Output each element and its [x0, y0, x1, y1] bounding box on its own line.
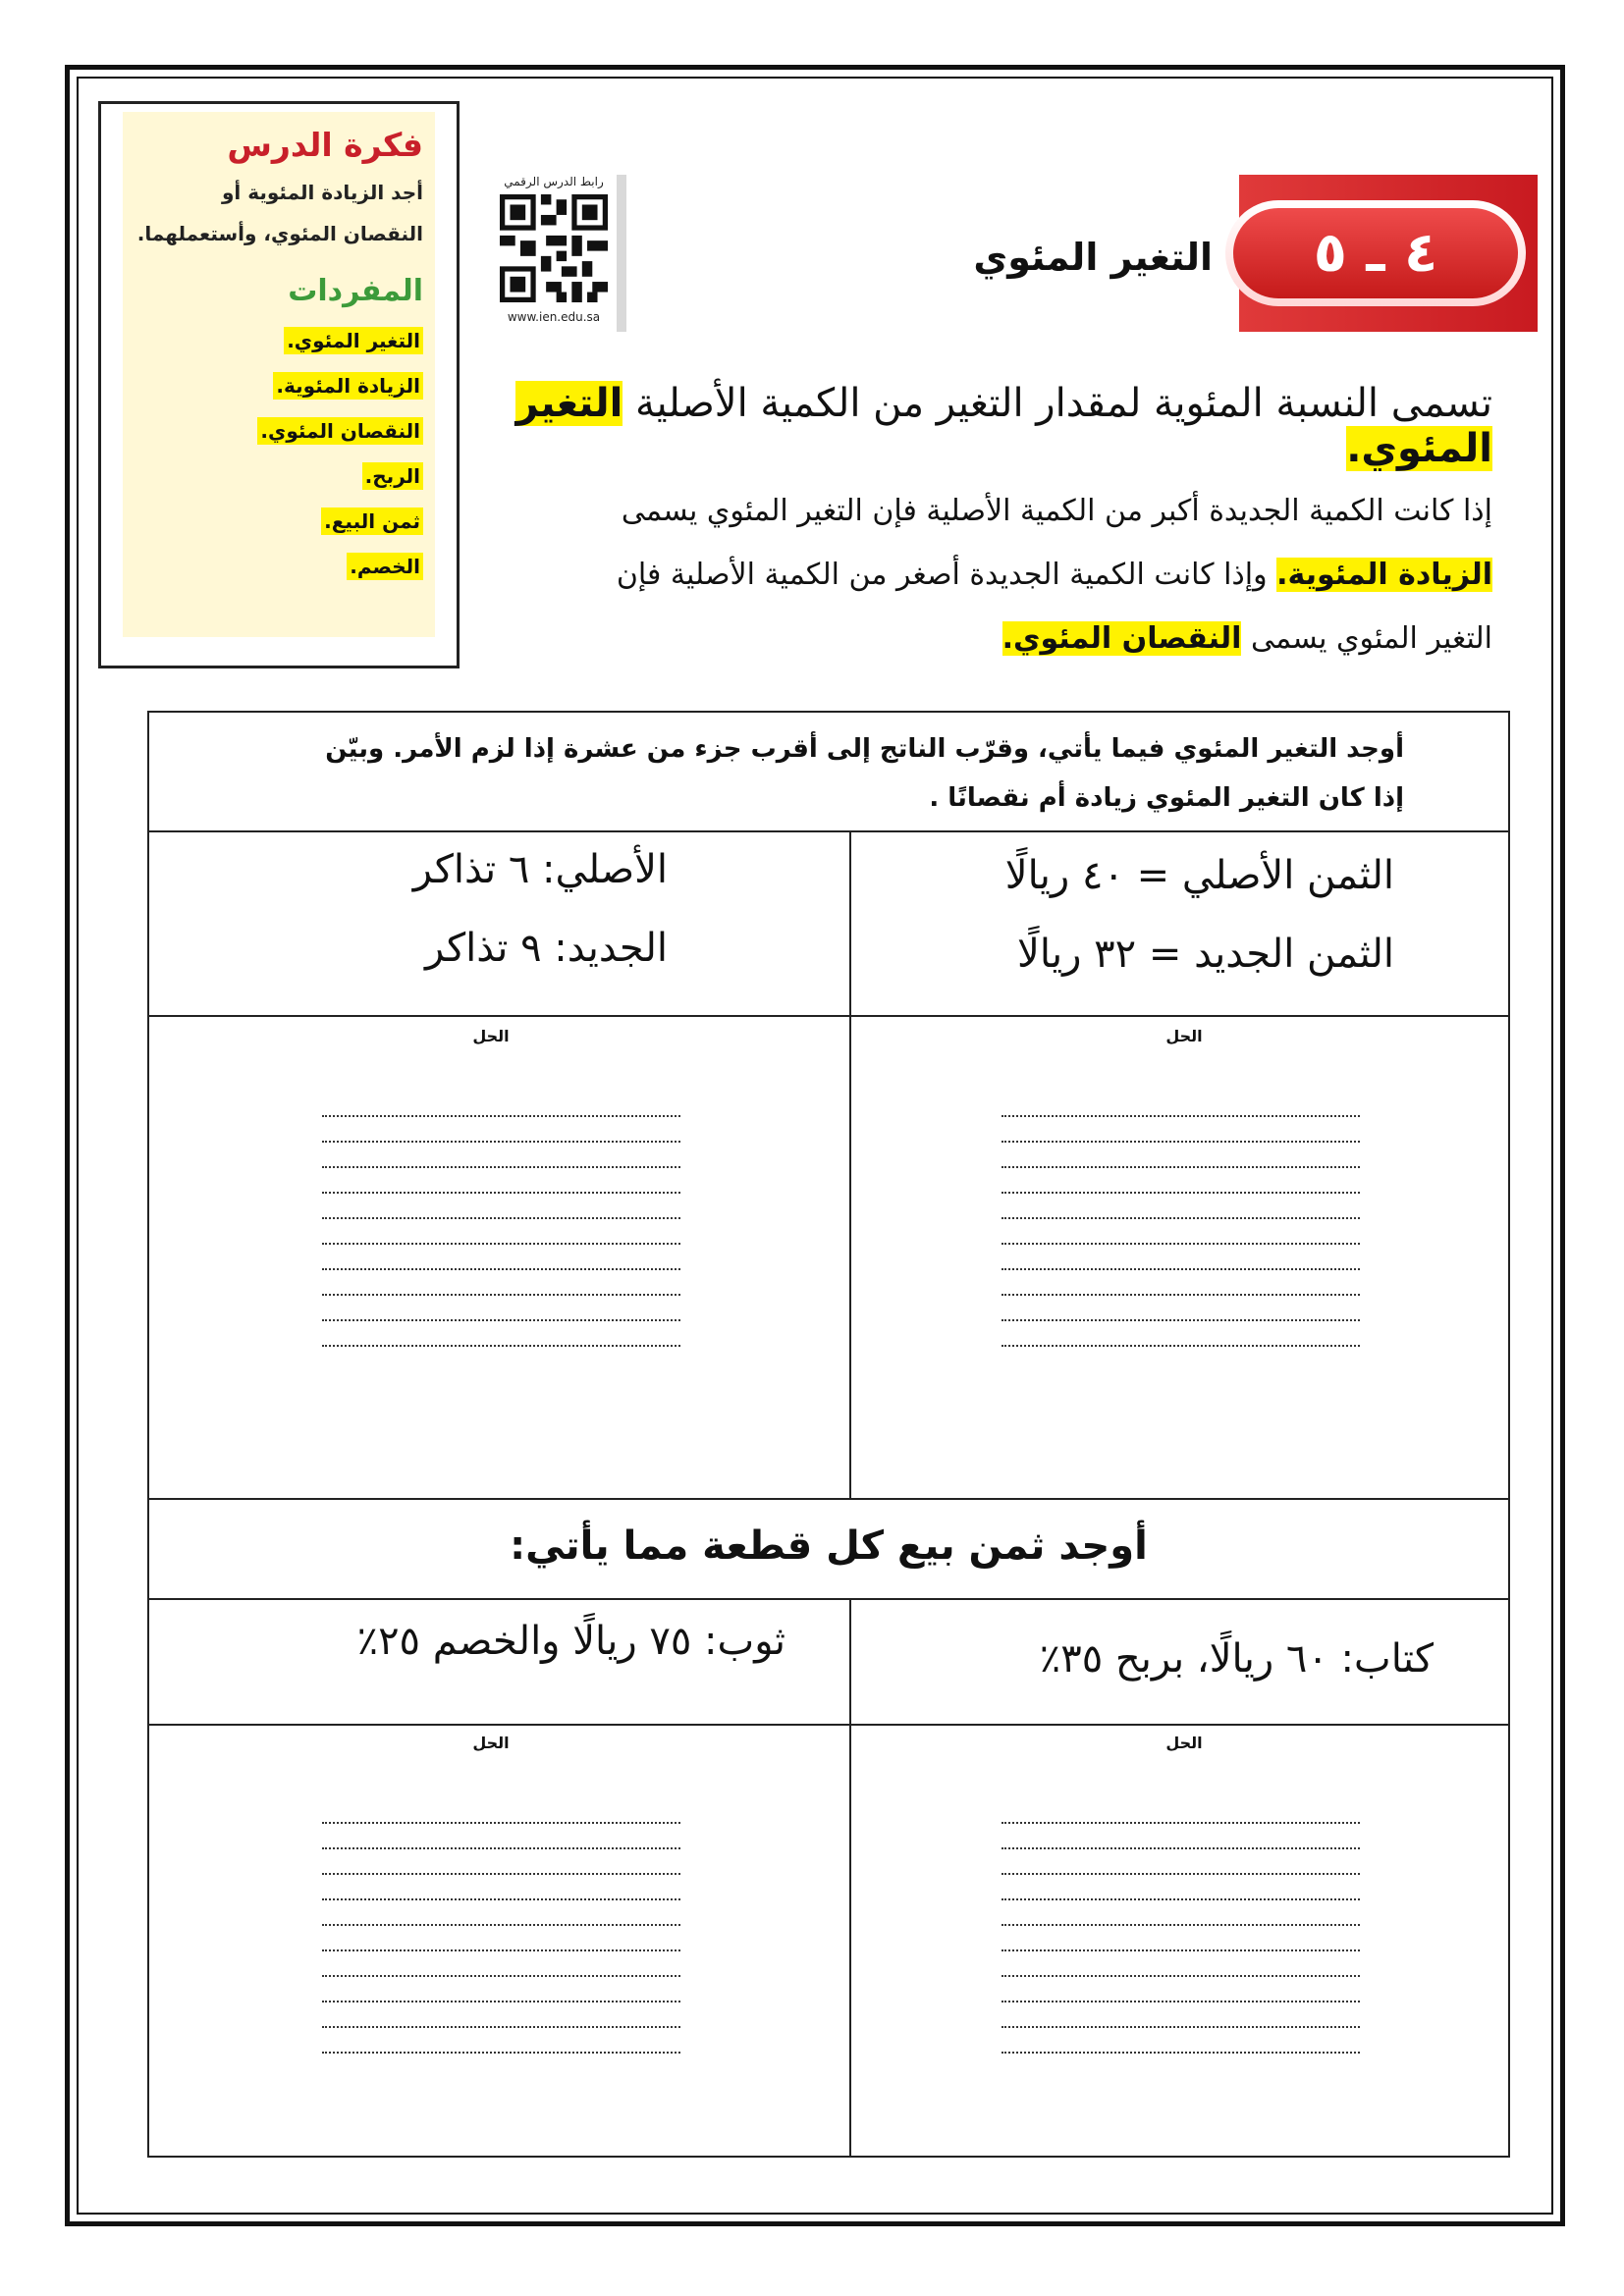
- answer-line[interactable]: [322, 1141, 680, 1143]
- answer-line[interactable]: [322, 1268, 680, 1270]
- definition-text: تسمى النسبة المئوية لمقدار التغير من الكمية الأصلية: [623, 381, 1492, 426]
- answer-line[interactable]: [322, 1192, 680, 1194]
- qr-divider: [617, 175, 626, 332]
- table-divider: [147, 1015, 1510, 1017]
- answer-line[interactable]: [1001, 1243, 1360, 1245]
- answer-line[interactable]: [322, 2052, 680, 2054]
- answer-line[interactable]: [322, 1822, 680, 1824]
- answer-line[interactable]: [1001, 1217, 1360, 1219]
- vocab-item: الزيادة المئوية.: [135, 363, 423, 408]
- answer-line[interactable]: [322, 1217, 680, 1219]
- answer-line[interactable]: [322, 2001, 680, 2002]
- exercise1-instruction: أوجد التغير المئوي فيما يأتي، وقرّب الناتج إلى أقرب جزء من عشرة إذا لزم الأمر. وبيّن إذا كان التغير المئوي زيادة أم نقصانًا .: [325, 734, 1404, 813]
- qr-block: [485, 175, 623, 332]
- definition-increase-decrease: [550, 479, 1492, 670]
- definition-text: وإذا كانت الكمية الجديدة أصغر من الكمية الأصلية فإن التغير المئوي يسمى: [616, 558, 1492, 656]
- exercise2-left-problem: ثوب: ٧٥ ريالًا والخصم ٢٥٪: [356, 1619, 785, 1664]
- lesson-idea-box: [98, 101, 460, 668]
- definition-percent-change: [511, 381, 1492, 471]
- term-percent-increase: الزيادة المئوية.: [1276, 558, 1492, 592]
- table-column-divider: [849, 830, 851, 1498]
- answer-line[interactable]: [322, 1294, 680, 1296]
- exercise2-title: أوجد ثمن بيع كل قطعة مما يأتي:: [510, 1523, 1148, 1569]
- lesson-idea-panel: [123, 112, 435, 637]
- table-divider: [147, 1498, 1510, 1500]
- table-column-divider: [849, 1598, 851, 2158]
- answer-line[interactable]: [1001, 1873, 1360, 1875]
- new-tickets: الجديد: ٩ تذاكر: [425, 926, 668, 971]
- answer-line[interactable]: [1001, 1268, 1360, 1270]
- answer-line[interactable]: [322, 2026, 680, 2028]
- table-divider: [147, 1724, 1510, 1726]
- exercise1-left-problem: [295, 830, 668, 988]
- lesson-number: ٤ ـ ٥: [1233, 208, 1518, 298]
- answer-line[interactable]: [322, 1898, 680, 1900]
- answer-line[interactable]: [322, 1319, 680, 1321]
- answer-line[interactable]: [322, 1873, 680, 1875]
- idea-text-line1: أجد الزيادة المئوية أو: [221, 181, 423, 204]
- answer-line[interactable]: [1001, 1166, 1360, 1168]
- exercise1-right-problem: [884, 836, 1394, 993]
- answer-line[interactable]: [1001, 1115, 1360, 1117]
- qr-caption: رابط الدرس الرقمي: [504, 175, 604, 188]
- vocab-item: الربح.: [135, 454, 423, 499]
- solution-label: الحل: [472, 1027, 510, 1045]
- original-tickets: الأصلي: ٦ تذاكر: [412, 847, 668, 892]
- answer-line[interactable]: [1001, 2052, 1360, 2054]
- exercise2-right-problem: كتاب: ٦٠ ريالًا، بربح ٣٥٪: [1039, 1636, 1434, 1682]
- answer-line[interactable]: [1001, 1345, 1360, 1347]
- answer-line[interactable]: [1001, 1192, 1360, 1194]
- solution-label: الحل: [1165, 1734, 1203, 1752]
- answer-line[interactable]: [322, 1924, 680, 1926]
- answer-line[interactable]: [1001, 1949, 1360, 1951]
- lesson-title: التغير المئوي: [973, 236, 1213, 279]
- answer-line[interactable]: [322, 1243, 680, 1245]
- definition-text: إذا كانت الكمية الجديدة أكبر من الكمية الأصلية فإن التغير المئوي يسمى: [621, 494, 1492, 528]
- answer-line[interactable]: [1001, 1319, 1360, 1321]
- answer-line[interactable]: [322, 1345, 680, 1347]
- answer-line[interactable]: [1001, 1924, 1360, 1926]
- answer-line[interactable]: [1001, 1141, 1360, 1143]
- solution-label: الحل: [472, 1734, 510, 1752]
- vocab-title: المفردات: [288, 274, 423, 308]
- term-percent-change: التغير المئوي.: [515, 381, 1492, 471]
- answer-line[interactable]: [1001, 2026, 1360, 2028]
- answer-line[interactable]: [1001, 1294, 1360, 1296]
- vocab-item: ثمن البيع.: [135, 499, 423, 544]
- idea-text-line2: النقصان المئوي، وأستعملهما.: [136, 222, 423, 245]
- answer-line[interactable]: [1001, 1975, 1360, 1977]
- answer-line[interactable]: [1001, 1898, 1360, 1900]
- new-price: الثمن الجديد = ٣٢ ريالًا: [1017, 932, 1394, 977]
- vocab-item: الخصم.: [135, 544, 423, 589]
- answer-line[interactable]: [1001, 1822, 1360, 1824]
- vocab-list: [135, 318, 423, 589]
- term-percent-decrease: النقصان المئوي.: [1001, 621, 1242, 656]
- answer-line[interactable]: [1001, 1847, 1360, 1849]
- solution-label: الحل: [1165, 1027, 1203, 1045]
- answer-line[interactable]: [322, 1847, 680, 1849]
- idea-title: فكرة الدرس: [227, 126, 423, 164]
- answer-line[interactable]: [322, 1115, 680, 1117]
- vocab-item: النقصان المئوي.: [135, 408, 423, 454]
- answer-line[interactable]: [322, 1949, 680, 1951]
- qr-code-icon[interactable]: [500, 194, 608, 302]
- answer-line[interactable]: [322, 1166, 680, 1168]
- qr-url[interactable]: www.ien.edu.sa: [507, 310, 601, 324]
- original-price: الثمن الأصلي = ٤٠ ريالًا: [1004, 853, 1394, 898]
- answer-line[interactable]: [322, 1975, 680, 1977]
- answer-line[interactable]: [1001, 2001, 1360, 2002]
- vocab-item: التغير المئوي.: [135, 318, 423, 363]
- table-divider: [147, 1598, 1510, 1600]
